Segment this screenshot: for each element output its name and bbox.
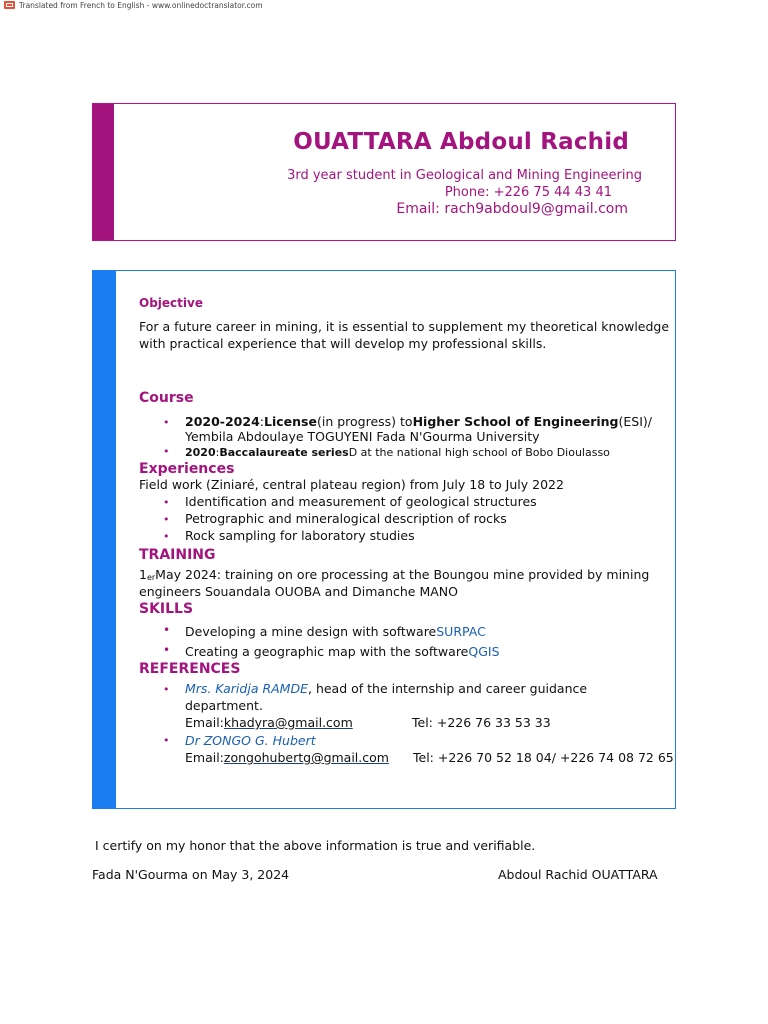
main-accent-bar [93, 271, 116, 808]
reference-2-email-row [185, 750, 389, 765]
course-item-1 [185, 414, 652, 429]
translation-banner [0, 0, 263, 10]
reference-1-tel: Tel: +226 76 33 53 33 [412, 715, 551, 730]
bullet-icon: • [163, 623, 171, 637]
reference-2-email-link[interactable]: zongohubertg@gmail.com [223, 750, 389, 765]
references-heading: REFERENCES [139, 661, 241, 677]
experiences-heading: Experiences [139, 461, 235, 477]
skill-text: Creating a geographic map with the software [185, 644, 469, 659]
reference-2-name [185, 733, 316, 748]
training-text: May 2024: training on ore processing at the Boungou mine provided by mining [155, 567, 650, 582]
skills-heading: SKILLS [139, 601, 194, 617]
reference-2-email-label: Email: [185, 750, 224, 765]
experience-item-1: Identification and measurement of geological structures [185, 494, 537, 509]
course-bac-rest: D at the national high school of Bobo Dioulasso [348, 446, 610, 459]
reference-1-role-line-2: department. [185, 698, 263, 713]
experience-item-3: Rock sampling for laboratory studies [185, 528, 415, 543]
reference-1-email-row [185, 715, 353, 730]
course-sep: : [215, 446, 220, 459]
skill-item-1 [185, 624, 486, 639]
bullet-icon: • [163, 496, 170, 509]
course-degree: License [264, 414, 317, 429]
bullet-icon: • [163, 530, 170, 543]
place-date: Fada N'Gourma on May 3, 2024 [92, 867, 290, 882]
course-sep: : [259, 414, 264, 429]
reference-1-line-1 [185, 681, 587, 696]
skill-text: Developing a mine design with software [185, 624, 437, 639]
skill-item-2 [185, 644, 500, 659]
bullet-icon: • [163, 683, 170, 696]
header-card [92, 103, 676, 241]
experiences-intro: Field work (Ziniaré, central plateau region) from July 18 to July 2022 [139, 477, 564, 492]
training-line-1 [139, 567, 649, 582]
course-progress: (in progress) to [316, 414, 413, 429]
main-card [92, 270, 676, 809]
training-day-suffix: er [146, 573, 156, 582]
objective-heading: Objective [139, 296, 203, 310]
candidate-phone: Phone: +226 75 44 43 41 [444, 185, 612, 200]
reference-1-email-label: Email: [185, 715, 224, 730]
skill-tool: SURPAC [436, 624, 486, 639]
course-item-1-line-2: Yembila Abdoulaye TOGUYENI Fada N'Gourma University [185, 429, 540, 444]
course-heading: Course [139, 390, 194, 406]
objective-line-1: For a future career in mining, it is essential to supplement my theoretical knowledge [139, 319, 670, 334]
reference-2-name-text: Dr ZONGO G. Hubert [185, 733, 316, 748]
course-bac-year: 2020 [185, 446, 216, 459]
bullet-icon: • [163, 734, 170, 747]
reference-1-name: Mrs. Karidja RAMDE [185, 681, 308, 696]
candidate-email: Email: rach9abdoul9@gmail.com [396, 201, 628, 217]
reference-1-role: , head of the internship and career guidance [308, 681, 588, 696]
reference-2-tel: Tel: +226 70 52 18 04/ +226 74 08 72 65 [413, 750, 674, 765]
objective-line-2: with practical experience that will develop my professional skills. [139, 336, 547, 351]
training-day: 1 [139, 567, 147, 582]
training-line-2: engineers Souandala OUOBA and Dimanche MANO [139, 584, 458, 599]
bullet-icon: • [163, 643, 171, 657]
bullet-icon: • [163, 416, 170, 429]
header-accent-bar [93, 104, 114, 240]
document-translator-icon [4, 1, 15, 9]
bullet-icon: • [163, 513, 170, 526]
bullet-icon: • [163, 445, 170, 458]
banner-text: Translated from French to English - www.onlinedoctranslator.com [19, 0, 263, 10]
course-item-2 [185, 446, 610, 459]
candidate-name: OUATTARA Abdoul Rachid [293, 129, 629, 155]
candidate-subtitle: 3rd year student in Geological and Mining Engineering [287, 168, 642, 183]
signature-name: Abdoul Rachid OUATTARA [498, 867, 658, 882]
training-heading: TRAINING [139, 547, 216, 563]
course-school: Higher School of Engineering [412, 414, 619, 429]
skill-tool: QGIS [468, 644, 500, 659]
course-abbr: (ESI)/ [618, 414, 652, 429]
certification-statement: I certify on my honor that the above information is true and verifiable. [95, 838, 536, 853]
reference-1-email-link[interactable]: khadyra@gmail.com [223, 715, 353, 730]
course-bac: Baccalaureate series [219, 446, 349, 459]
course-years: 2020-2024 [185, 414, 260, 429]
experience-item-2: Petrographic and mineralogical description of rocks [185, 511, 507, 526]
